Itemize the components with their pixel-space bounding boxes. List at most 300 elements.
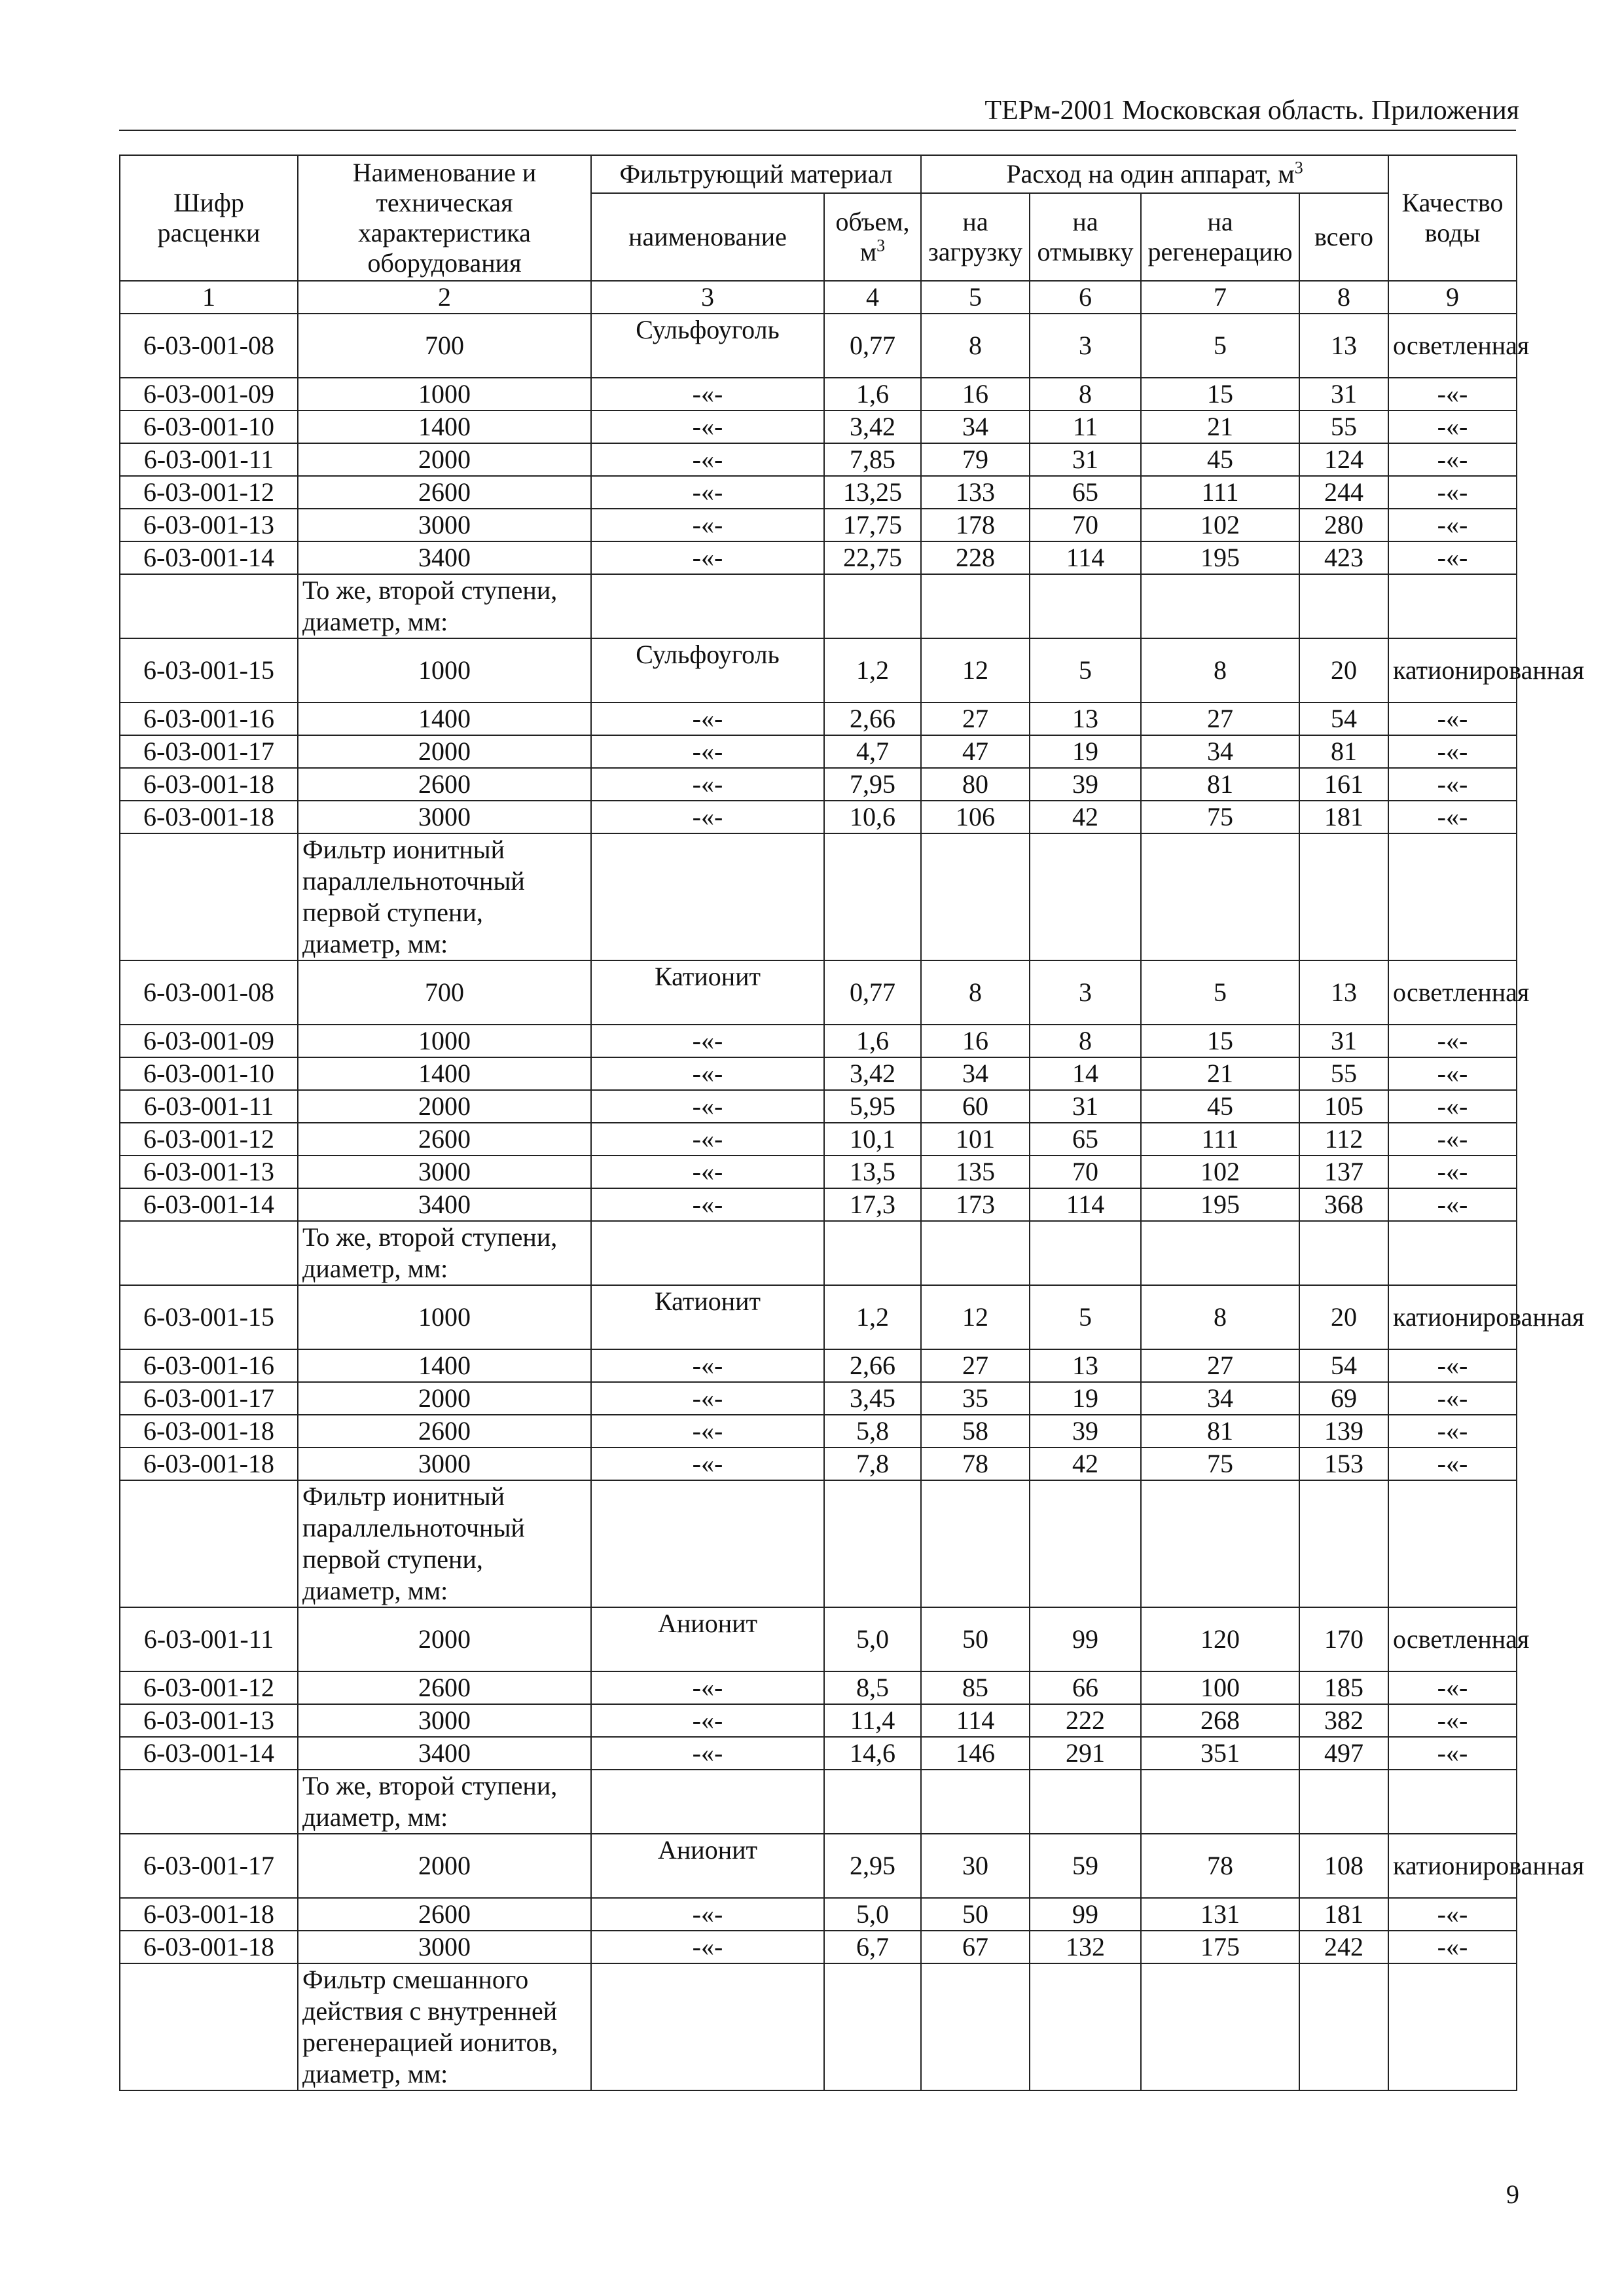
empty-cell — [824, 1480, 921, 1607]
quality-cell: -«- — [1388, 1704, 1517, 1737]
material-cell: -«- — [591, 1090, 824, 1123]
wash-cell: 13 — [1030, 702, 1141, 735]
regen-cell: 21 — [1141, 1057, 1299, 1090]
wash-cell: 5 — [1030, 1285, 1141, 1349]
material-cell: -«- — [591, 1737, 824, 1770]
code-cell: 6-03-001-18 — [120, 1931, 298, 1963]
col-name-header: Наименование и техническая характеристика оборудования — [298, 155, 591, 281]
table-row — [120, 541, 1517, 574]
material-cell: -«- — [591, 1188, 824, 1221]
column-number: 4 — [824, 281, 921, 314]
table-row — [120, 314, 1517, 378]
name-cell: 1000 — [298, 1025, 591, 1057]
material-cell: -«- — [591, 476, 824, 509]
load-cell: 135 — [921, 1156, 1030, 1188]
regen-cell: 34 — [1141, 1382, 1299, 1415]
empty-cell — [1299, 1480, 1388, 1607]
code-cell: 6-03-001-08 — [120, 314, 298, 378]
regen-cell: 268 — [1141, 1704, 1299, 1737]
name-cell: 2000 — [298, 443, 591, 476]
column-number: 9 — [1388, 281, 1517, 314]
quality-cell: -«- — [1388, 1123, 1517, 1156]
volume-cell: 8,5 — [824, 1671, 921, 1704]
regen-cell: 120 — [1141, 1607, 1299, 1671]
wash-cell: 19 — [1030, 1382, 1141, 1415]
empty-cell — [921, 1770, 1030, 1834]
material-cell: Катионит — [591, 960, 824, 1025]
table-head — [120, 155, 1517, 314]
name-cell: 2600 — [298, 476, 591, 509]
empty-cell — [1388, 1963, 1517, 2090]
name-cell: 1000 — [298, 378, 591, 410]
regen-cell: 100 — [1141, 1671, 1299, 1704]
volume-cell: 5,8 — [824, 1415, 921, 1448]
name-cell: 2600 — [298, 768, 591, 801]
total-cell: 242 — [1299, 1931, 1388, 1963]
material-cell: -«- — [591, 378, 824, 410]
total-cell: 170 — [1299, 1607, 1388, 1671]
regen-cell: 5 — [1141, 314, 1299, 378]
empty-cell — [1299, 1221, 1388, 1285]
volume-cell: 6,7 — [824, 1931, 921, 1963]
quality-cell: -«- — [1388, 541, 1517, 574]
total-cell: 112 — [1299, 1123, 1388, 1156]
volume-cell: 14,6 — [824, 1737, 921, 1770]
empty-cell — [120, 1770, 298, 1834]
col-quality-header: Качество воды — [1388, 155, 1517, 281]
material-cell: -«- — [591, 1025, 824, 1057]
empty-cell — [1299, 1963, 1388, 2090]
material-cell: -«- — [591, 1349, 824, 1382]
empty-cell — [591, 1480, 824, 1607]
load-cell: 50 — [921, 1898, 1030, 1931]
total-cell: 497 — [1299, 1737, 1388, 1770]
wash-cell: 132 — [1030, 1931, 1141, 1963]
table-row — [120, 1349, 1517, 1382]
code-cell: 6-03-001-13 — [120, 1704, 298, 1737]
load-cell: 27 — [921, 702, 1030, 735]
table-row — [120, 1931, 1517, 1963]
code-cell: 6-03-001-13 — [120, 509, 298, 541]
name-cell: 2000 — [298, 1382, 591, 1415]
volume-cell: 2,66 — [824, 1349, 921, 1382]
table-row — [120, 1898, 1517, 1931]
column-number: 8 — [1299, 281, 1388, 314]
code-cell: 6-03-001-11 — [120, 1090, 298, 1123]
code-cell: 6-03-001-11 — [120, 1607, 298, 1671]
header-rule — [119, 130, 1516, 131]
empty-cell — [1388, 1480, 1517, 1607]
total-cell: 423 — [1299, 541, 1388, 574]
load-cell: 114 — [921, 1704, 1030, 1737]
quality-cell: -«- — [1388, 410, 1517, 443]
table-row — [120, 1188, 1517, 1221]
volume-cell: 2,66 — [824, 702, 921, 735]
regen-cell: 8 — [1141, 1285, 1299, 1349]
code-cell: 6-03-001-18 — [120, 801, 298, 833]
material-cell: -«- — [591, 1415, 824, 1448]
material-cell: Анионит — [591, 1834, 824, 1898]
regen-cell: 27 — [1141, 702, 1299, 735]
load-cell: 27 — [921, 1349, 1030, 1382]
load-cell: 106 — [921, 801, 1030, 833]
empty-cell — [1388, 833, 1517, 960]
column-number: 1 — [120, 281, 298, 314]
regen-cell: 81 — [1141, 768, 1299, 801]
code-cell: 6-03-001-16 — [120, 702, 298, 735]
table-row — [120, 1285, 1517, 1349]
quality-cell: -«- — [1388, 378, 1517, 410]
total-cell: 13 — [1299, 314, 1388, 378]
wash-cell: 39 — [1030, 1415, 1141, 1448]
table-row — [120, 476, 1517, 509]
empty-cell — [921, 833, 1030, 960]
regen-cell: 195 — [1141, 1188, 1299, 1221]
quality-cell: -«- — [1388, 1090, 1517, 1123]
volume-cell: 1,6 — [824, 1025, 921, 1057]
total-cell: 185 — [1299, 1671, 1388, 1704]
column-number: 3 — [591, 281, 824, 314]
load-cell: 133 — [921, 476, 1030, 509]
name-cell: 3000 — [298, 1931, 591, 1963]
code-cell: 6-03-001-16 — [120, 1349, 298, 1382]
empty-cell — [1030, 1221, 1141, 1285]
empty-cell — [120, 1221, 298, 1285]
column-numbers-row — [120, 281, 1517, 314]
code-cell: 6-03-001-14 — [120, 1737, 298, 1770]
regen-cell: 78 — [1141, 1834, 1299, 1898]
quality-cell: -«- — [1388, 443, 1517, 476]
column-number: 2 — [298, 281, 591, 314]
name-cell: 2600 — [298, 1671, 591, 1704]
material-cell: -«- — [591, 1704, 824, 1737]
wash-cell: 5 — [1030, 638, 1141, 702]
empty-cell — [921, 1963, 1030, 2090]
table-row — [120, 1704, 1517, 1737]
quality-cell: -«- — [1388, 1415, 1517, 1448]
table-row — [120, 960, 1517, 1025]
wash-cell: 99 — [1030, 1607, 1141, 1671]
name-cell: 3000 — [298, 1156, 591, 1188]
volume-cell: 17,3 — [824, 1188, 921, 1221]
section-title: То же, второй ступени, диаметр, мм: — [298, 574, 591, 638]
wash-cell: 3 — [1030, 314, 1141, 378]
quality-cell: -«- — [1388, 1025, 1517, 1057]
total-cell: 54 — [1299, 1349, 1388, 1382]
name-cell: 2000 — [298, 1090, 591, 1123]
empty-cell — [120, 833, 298, 960]
wash-cell: 42 — [1030, 1448, 1141, 1480]
total-cell: 20 — [1299, 638, 1388, 702]
volume-cell: 4,7 — [824, 735, 921, 768]
material-cell: Анионит — [591, 1607, 824, 1671]
quality-cell: -«- — [1388, 1382, 1517, 1415]
norms-table — [119, 155, 1585, 2091]
total-cell: 244 — [1299, 476, 1388, 509]
empty-cell — [1299, 833, 1388, 960]
load-cell: 8 — [921, 960, 1030, 1025]
name-cell: 3400 — [298, 1737, 591, 1770]
table-row — [120, 1025, 1517, 1057]
volume-cell: 17,75 — [824, 509, 921, 541]
volume-cell: 0,77 — [824, 960, 921, 1025]
col-load-header: на загрузку — [921, 193, 1030, 281]
volume-cell: 3,45 — [824, 1382, 921, 1415]
regen-cell: 75 — [1141, 801, 1299, 833]
volume-cell: 1,6 — [824, 378, 921, 410]
code-cell: 6-03-001-11 — [120, 443, 298, 476]
quality-cell: -«- — [1388, 735, 1517, 768]
empty-cell — [1141, 1221, 1299, 1285]
volume-cell: 1,2 — [824, 1285, 921, 1349]
col-regen-header: на регенерацию — [1141, 193, 1299, 281]
table-row — [120, 1834, 1517, 1898]
name-cell: 2000 — [298, 1834, 591, 1898]
name-cell: 3400 — [298, 1188, 591, 1221]
section-row — [120, 1480, 1517, 1607]
table-row — [120, 735, 1517, 768]
quality-cell: -«- — [1388, 1448, 1517, 1480]
empty-cell — [824, 574, 921, 638]
code-cell: 6-03-001-13 — [120, 1156, 298, 1188]
empty-cell — [1141, 574, 1299, 638]
load-cell: 178 — [921, 509, 1030, 541]
quality-cell: -«- — [1388, 801, 1517, 833]
total-cell: 81 — [1299, 735, 1388, 768]
empty-cell — [921, 1221, 1030, 1285]
empty-cell — [1388, 1221, 1517, 1285]
section-row — [120, 1963, 1517, 2090]
total-cell: 280 — [1299, 509, 1388, 541]
load-cell: 12 — [921, 638, 1030, 702]
empty-cell — [1299, 574, 1388, 638]
name-cell: 1400 — [298, 702, 591, 735]
empty-cell — [591, 574, 824, 638]
column-number: 7 — [1141, 281, 1299, 314]
col-total-header: всего — [1299, 193, 1388, 281]
load-cell: 60 — [921, 1090, 1030, 1123]
load-cell: 34 — [921, 1057, 1030, 1090]
quality-cell: -«- — [1388, 1931, 1517, 1963]
material-cell: -«- — [591, 801, 824, 833]
name-cell: 2000 — [298, 735, 591, 768]
volume-cell: 5,0 — [824, 1607, 921, 1671]
load-cell: 8 — [921, 314, 1030, 378]
code-cell: 6-03-001-17 — [120, 1834, 298, 1898]
code-cell: 6-03-001-14 — [120, 541, 298, 574]
total-cell: 105 — [1299, 1090, 1388, 1123]
col-code-header: Шифр расценки — [120, 155, 298, 281]
name-cell: 1400 — [298, 410, 591, 443]
regen-cell: 27 — [1141, 1349, 1299, 1382]
volume-cell: 2,95 — [824, 1834, 921, 1898]
material-cell: Сульфоуголь — [591, 314, 824, 378]
volume-cell: 5,95 — [824, 1090, 921, 1123]
volume-cell: 7,8 — [824, 1448, 921, 1480]
total-cell: 382 — [1299, 1704, 1388, 1737]
code-cell: 6-03-001-18 — [120, 768, 298, 801]
load-cell: 79 — [921, 443, 1030, 476]
page-number: 9 — [1506, 2179, 1519, 2209]
wash-cell: 99 — [1030, 1898, 1141, 1931]
empty-cell — [1141, 1963, 1299, 2090]
wash-cell: 14 — [1030, 1057, 1141, 1090]
section-title: То же, второй ступени, диаметр, мм: — [298, 1221, 591, 1285]
quality-cell: -«- — [1388, 1737, 1517, 1770]
load-cell: 16 — [921, 1025, 1030, 1057]
name-cell: 2600 — [298, 1123, 591, 1156]
empty-cell — [1030, 1480, 1141, 1607]
table-row — [120, 638, 1517, 702]
quality-cell: катионированная — [1388, 1834, 1517, 1898]
total-cell: 161 — [1299, 768, 1388, 801]
wash-cell: 66 — [1030, 1671, 1141, 1704]
load-cell: 146 — [921, 1737, 1030, 1770]
load-cell: 173 — [921, 1188, 1030, 1221]
name-cell: 2600 — [298, 1415, 591, 1448]
name-cell: 1400 — [298, 1349, 591, 1382]
volume-cell: 3,42 — [824, 410, 921, 443]
total-cell: 153 — [1299, 1448, 1388, 1480]
total-cell: 20 — [1299, 1285, 1388, 1349]
material-cell: -«- — [591, 1057, 824, 1090]
volume-cell: 13,5 — [824, 1156, 921, 1188]
empty-cell — [1030, 574, 1141, 638]
table-row — [120, 1090, 1517, 1123]
total-cell: 69 — [1299, 1382, 1388, 1415]
name-cell: 2600 — [298, 1898, 591, 1931]
empty-cell — [1030, 1963, 1141, 2090]
empty-cell — [120, 1480, 298, 1607]
section-title: Фильтр смешанного действия с внутренней регенерацией ионитов, диаметр, мм: — [298, 1963, 591, 2090]
total-cell: 137 — [1299, 1156, 1388, 1188]
volume-cell: 7,85 — [824, 443, 921, 476]
name-cell: 3000 — [298, 1448, 591, 1480]
consumption-header — [921, 155, 1388, 193]
load-cell: 16 — [921, 378, 1030, 410]
code-cell: 6-03-001-08 — [120, 960, 298, 1025]
quality-cell: -«- — [1388, 509, 1517, 541]
empty-cell — [1388, 1770, 1517, 1834]
load-cell: 34 — [921, 410, 1030, 443]
empty-cell — [120, 1963, 298, 2090]
material-cell: -«- — [591, 1448, 824, 1480]
regen-cell: 351 — [1141, 1737, 1299, 1770]
column-number: 6 — [1030, 281, 1141, 314]
table-row — [120, 1057, 1517, 1090]
name-cell: 3400 — [298, 541, 591, 574]
code-cell: 6-03-001-12 — [120, 1671, 298, 1704]
load-cell: 30 — [921, 1834, 1030, 1898]
code-cell: 6-03-001-18 — [120, 1898, 298, 1931]
table-row — [120, 768, 1517, 801]
quality-cell: -«- — [1388, 1188, 1517, 1221]
section-title: Фильтр ионитный параллельноточный первой ступени, диаметр, мм: — [298, 1480, 591, 1607]
volume-cell: 3,42 — [824, 1057, 921, 1090]
empty-cell — [591, 1221, 824, 1285]
running-header: ТЕРм-2001 Московская область. Приложения — [984, 96, 1519, 126]
name-cell: 1400 — [298, 1057, 591, 1090]
code-cell: 6-03-001-12 — [120, 476, 298, 509]
regen-cell: 21 — [1141, 410, 1299, 443]
code-cell: 6-03-001-14 — [120, 1188, 298, 1221]
load-cell: 85 — [921, 1671, 1030, 1704]
name-cell: 1000 — [298, 638, 591, 702]
table-row — [120, 1382, 1517, 1415]
wash-cell: 65 — [1030, 1123, 1141, 1156]
material-cell: -«- — [591, 541, 824, 574]
code-cell: 6-03-001-17 — [120, 1382, 298, 1415]
load-cell: 47 — [921, 735, 1030, 768]
regen-cell: 5 — [1141, 960, 1299, 1025]
material-cell: -«- — [591, 1156, 824, 1188]
material-cell: -«- — [591, 1931, 824, 1963]
total-cell: 181 — [1299, 1898, 1388, 1931]
wash-cell: 3 — [1030, 960, 1141, 1025]
wash-cell: 31 — [1030, 443, 1141, 476]
wash-cell: 8 — [1030, 1025, 1141, 1057]
load-cell: 101 — [921, 1123, 1030, 1156]
wash-cell: 65 — [1030, 476, 1141, 509]
name-cell: 2000 — [298, 1607, 591, 1671]
section-title: Фильтр ионитный параллельноточный первой ступени, диаметр, мм: — [298, 833, 591, 960]
quality-cell: -«- — [1388, 1156, 1517, 1188]
table-row — [120, 1156, 1517, 1188]
material-cell: -«- — [591, 410, 824, 443]
empty-cell — [824, 1221, 921, 1285]
wash-cell: 70 — [1030, 1156, 1141, 1188]
volume-cell: 1,2 — [824, 638, 921, 702]
wash-cell: 11 — [1030, 410, 1141, 443]
wash-cell: 222 — [1030, 1704, 1141, 1737]
name-cell: 3000 — [298, 1704, 591, 1737]
regen-cell: 34 — [1141, 735, 1299, 768]
col-material-name-header: наименование — [591, 193, 824, 281]
volume-cell: 22,75 — [824, 541, 921, 574]
wash-cell: 13 — [1030, 1349, 1141, 1382]
total-cell: 181 — [1299, 801, 1388, 833]
table-row — [120, 410, 1517, 443]
wash-cell: 59 — [1030, 1834, 1141, 1898]
wash-cell: 31 — [1030, 1090, 1141, 1123]
load-cell: 67 — [921, 1931, 1030, 1963]
code-cell: 6-03-001-10 — [120, 1057, 298, 1090]
name-cell: 3000 — [298, 509, 591, 541]
total-cell: 31 — [1299, 378, 1388, 410]
wash-cell: 114 — [1030, 1188, 1141, 1221]
material-cell: Катионит — [591, 1285, 824, 1349]
table-row — [120, 509, 1517, 541]
volume-cell: 0,77 — [824, 314, 921, 378]
table-row — [120, 1737, 1517, 1770]
regen-cell: 195 — [1141, 541, 1299, 574]
wash-cell: 19 — [1030, 735, 1141, 768]
total-cell: 31 — [1299, 1025, 1388, 1057]
table-row — [120, 702, 1517, 735]
col-volume-header — [824, 193, 921, 281]
consumption-unit-sup: 3 — [1294, 158, 1303, 177]
volume-cell: 13,25 — [824, 476, 921, 509]
empty-cell — [1141, 1480, 1299, 1607]
regen-cell: 111 — [1141, 476, 1299, 509]
table-body — [120, 314, 1585, 2090]
column-number: 5 — [921, 281, 1030, 314]
material-cell: -«- — [591, 702, 824, 735]
wash-cell: 114 — [1030, 541, 1141, 574]
empty-cell — [591, 1963, 824, 2090]
material-cell: -«- — [591, 1382, 824, 1415]
quality-cell: катионированная — [1388, 638, 1517, 702]
